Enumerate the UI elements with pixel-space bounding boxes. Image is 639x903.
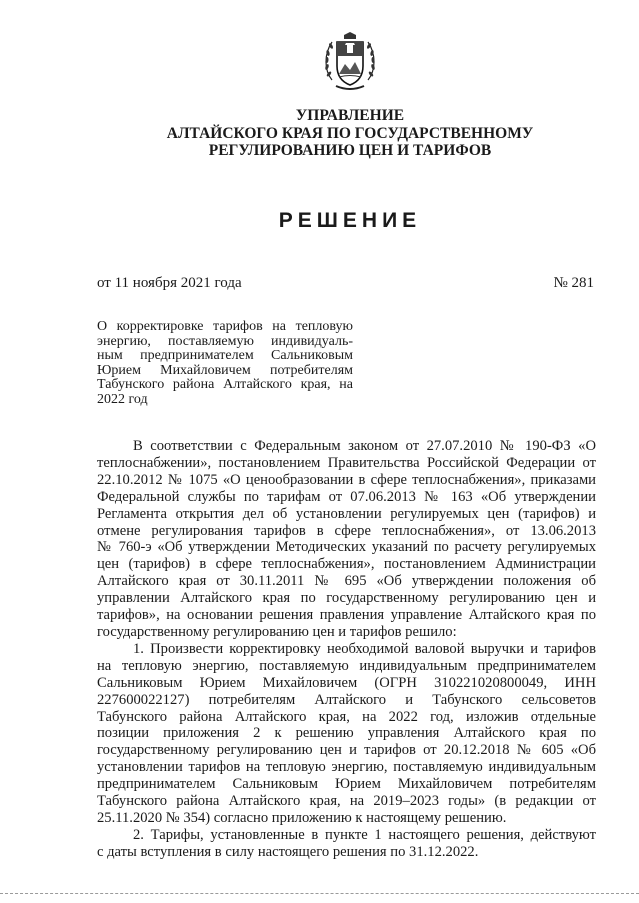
document-body bbox=[97, 438, 596, 861]
body-line: № 760-э «Об утверждении Методических указаний по расчету регулируемых bbox=[97, 539, 596, 556]
altai-krai-coat-of-arms-emblem bbox=[318, 30, 382, 94]
body-line: государственному регулированию цен и тарифов решило: bbox=[97, 623, 457, 640]
body-line: 1. Произвести корректировку необходимой валовой выручки и тарифов bbox=[133, 640, 596, 657]
subject-line: О корректировке тарифов на тепловую bbox=[97, 319, 353, 334]
subject-line: ным предпринимателем Сальниковым bbox=[97, 348, 353, 364]
body-line: Сальниковым Юрием Михайловичем (ОГРН 310221020800049, ИНН bbox=[97, 674, 596, 691]
body-line: В соответствии с Федеральным законом от 27.07.2010 № 190-ФЗ «О bbox=[133, 438, 596, 454]
body-line: государственному регулированию цен и тарифов от 20.12.2018 № 605 «Об bbox=[97, 742, 596, 759]
subject-line: Юрием Михайловичем потребителям bbox=[97, 362, 353, 378]
body-line: с даты вступления в силу настоящего решения по 31.12.2022. bbox=[97, 843, 479, 860]
body-line: 22.10.2012 № 1075 «О ценообразовании в сфере теплоснабжения», приказами bbox=[97, 471, 596, 488]
body-line: Табунского района Алтайского края, на 2022 год, изложив отдельные bbox=[97, 708, 596, 725]
body-line: теплоснабжении», постановлением Правительства Российской Федерации от bbox=[97, 454, 596, 471]
body-line: предпринимателем Сальниковым Юрием Михайловичем потребителям bbox=[97, 776, 596, 793]
body-line: тарифов», на основании решения правления управление Алтайского края по bbox=[97, 607, 596, 624]
body-line: 227600022127) потребителям Алтайского и Табунского сельсоветов bbox=[97, 691, 596, 708]
subject-line: энергию, поставляемую индивидуаль- bbox=[97, 333, 353, 349]
body-line: установлении тарифов на тепловую энергию, поставляемую индивидуальным bbox=[97, 759, 596, 776]
body-line: Алтайского края от 30.11.2011 № 695 «Об утверждении положения об bbox=[97, 573, 596, 590]
page-bottom-divider bbox=[0, 893, 639, 894]
body-line: Регламента открытия дел об установлении регулируемых цен (тарифов) и bbox=[97, 505, 596, 522]
body-line: Федеральной службы по тарифам от 07.06.2013 № 163 «Об утверждении bbox=[97, 488, 596, 505]
body-line: на тепловую энергию, поставляемую индивидуальным предпринимателем bbox=[97, 657, 596, 674]
body-line: позиции приложения 2 к решению управления Алтайского края по bbox=[97, 725, 596, 742]
subject-line: Табунского района Алтайского края, на bbox=[97, 377, 353, 393]
body-line: 25.11.2020 № 354) согласно приложению к настоящему решению. bbox=[97, 809, 507, 826]
body-line: отмене регулирования тарифов в сфере теплоснабжения», от 13.06.2013 bbox=[97, 522, 596, 539]
document-subject bbox=[97, 320, 353, 408]
body-line: 2. Тарифы, установленные в пункте 1 настоящего решения, действуют bbox=[133, 826, 596, 843]
agency-name-line: РЕГУЛИРОВАНИЮ ЦЕН И ТАРИФОВ bbox=[208, 142, 492, 159]
body-line: управлении Алтайского края по государственному регулированию цен и bbox=[97, 590, 596, 607]
agency-name bbox=[60, 107, 639, 160]
agency-name-line: АЛТАЙСКОГО КРАЯ ПО ГОСУДАРСТВЕННОМУ bbox=[166, 124, 534, 142]
document-date: от 11 ноября 2021 года bbox=[97, 275, 242, 291]
body-line: Табунского района Алтайского края, на 2019–2023 годы» (в редакции от bbox=[97, 793, 596, 810]
body-line: цен (тарифов) в сфере теплоснабжения», постановлением Администрации bbox=[97, 556, 596, 573]
document-type-title: РЕШЕНИЕ bbox=[278, 209, 422, 232]
subject-line: 2022 год bbox=[97, 391, 148, 407]
agency-name-line: УПРАВЛЕНИЕ bbox=[295, 107, 405, 124]
document-number: № 281 bbox=[553, 275, 594, 291]
